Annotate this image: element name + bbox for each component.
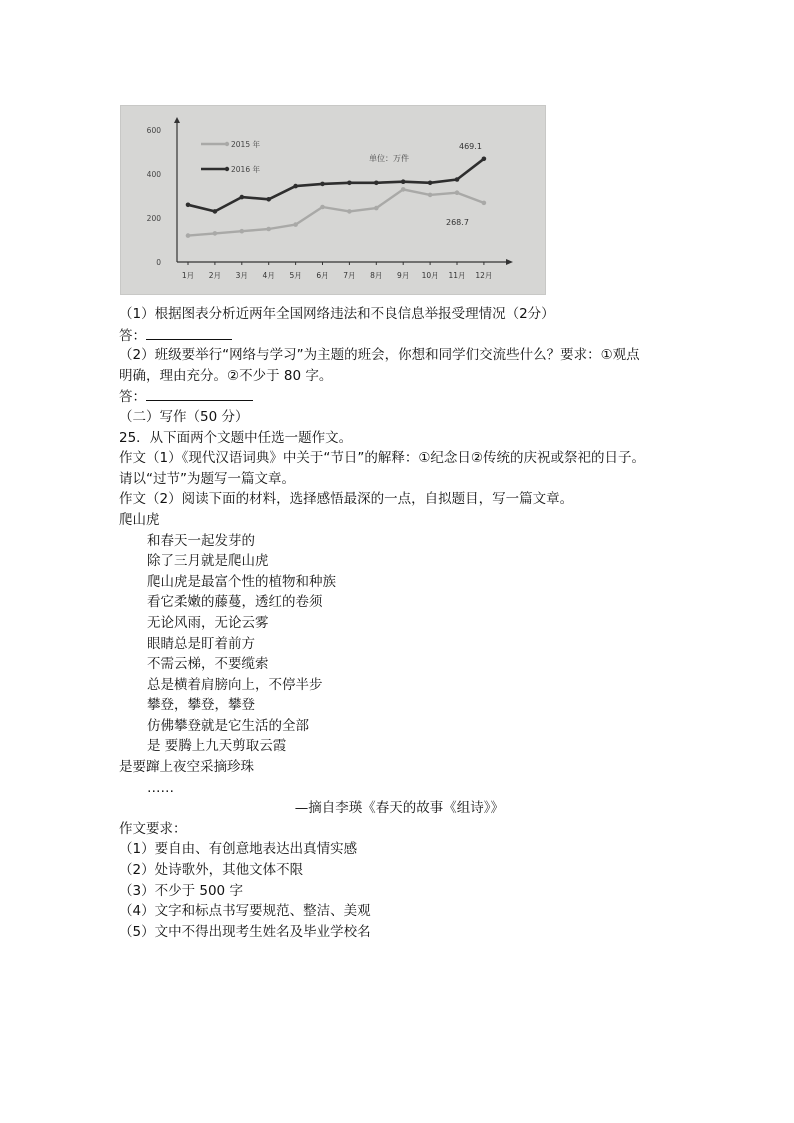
requirement-item: （3）不少于 500 字 [119, 882, 243, 899]
data-point [401, 187, 406, 192]
poem-line: 爬山虎是最富个性的植物和种族 [147, 573, 336, 590]
poem-line: 看它柔嫩的藤蔓，透红的卷须 [147, 594, 323, 611]
x-tick-label: 3月 [235, 271, 248, 280]
poem-credit: —摘自李瑛《春天的故事《组诗》》 [294, 800, 504, 817]
data-point [213, 231, 218, 236]
data-point [240, 195, 245, 200]
answer-1-line [119, 325, 719, 346]
requirement-item: （5）文中不得出现考生姓名及毕业学校名 [119, 923, 371, 940]
y-axis-arrow [174, 117, 180, 123]
data-point [186, 233, 191, 238]
x-tick-label: 5月 [289, 271, 302, 280]
poem-line: 仿佛攀登就是它生活的全部 [147, 717, 309, 734]
data-point [320, 205, 325, 210]
poem-ellipsis: …… [147, 779, 174, 796]
x-tick-label: 12月 [475, 271, 493, 280]
data-point [455, 177, 460, 182]
data-point [266, 197, 271, 202]
answer-1-label: 答： [119, 327, 146, 344]
prompt-1-line-1: 作文（1）《现代汉语词典》中关于“节日”的解释：①纪念日②传统的庆祝或祭祀的日子。 [119, 450, 646, 467]
question-25: 25．从下面两个文题中任选一题作文。 [119, 429, 353, 446]
x-tick-label: 8月 [370, 271, 383, 280]
y-tick-label: 400 [146, 170, 161, 179]
data-point [347, 181, 352, 186]
legend-marker [225, 167, 229, 171]
annotation-2015-dec: 268.7 [446, 218, 469, 227]
poem-line: 不需云梯，不要缆索 [147, 656, 269, 673]
data-point [401, 179, 406, 184]
section-heading: （二）写作（50 分） [119, 408, 249, 425]
y-tick-label: 200 [146, 214, 161, 223]
data-point [428, 193, 433, 198]
legend-marker [225, 142, 229, 146]
poem-line: 总是横着肩膀向上，不停半步 [147, 676, 323, 693]
y-tick-label: 0 [156, 258, 161, 267]
data-point [293, 222, 298, 227]
poem-line: 无论风雨，无论云雾 [147, 614, 269, 631]
question-1: （1）根据图表分析近两年全国网络违法和不良信息举报受理情况（2分） [119, 306, 555, 322]
data-point [455, 190, 460, 195]
poem-title: 爬山虎 [119, 511, 160, 528]
x-tick-label: 6月 [316, 271, 329, 280]
prompt-1-line-2: 请以“过节”为题写一篇文章。 [119, 470, 295, 487]
x-tick-label: 11月 [448, 271, 466, 280]
x-tick-label: 1月 [181, 271, 195, 280]
data-point [240, 229, 245, 234]
poem-line: 眼睛总是盯着前方 [147, 635, 255, 652]
line-chart [121, 106, 547, 296]
data-point [266, 227, 271, 232]
x-tick-label: 4月 [262, 271, 275, 280]
poem-line-unindented: 是要蹿上夜空采摘珍珠 [119, 759, 254, 776]
line-chart-photo [120, 105, 546, 295]
answer-2-label: 答： [119, 389, 146, 406]
answer-1-blank [146, 325, 232, 340]
requirement-item: （4）文字和标点书写要规范、整洁、美观 [119, 903, 371, 920]
y-tick-label: 600 [146, 126, 161, 135]
poem-line: 和春天一起发芽的 [147, 532, 255, 549]
x-tick-label: 7月 [343, 271, 356, 280]
x-axis-arrow [506, 259, 513, 265]
data-point [374, 181, 379, 186]
question-2-line-1: （2）班级要举行“网络与学习”为主题的班会，你想和同学们交流些什么？要求：①观点 [119, 347, 640, 364]
legend-label: 2015 年 [231, 140, 260, 149]
question-text [119, 304, 719, 942]
poem-line: 除了三月就是爬山虎 [147, 553, 269, 570]
data-point [482, 201, 487, 206]
annotation-2016-dec: 469.1 [459, 142, 482, 151]
poem-line: 攀登，攀登，攀登 [147, 697, 255, 714]
requirement-item: （1）要自由、有创意地表达出真情实感 [119, 841, 358, 858]
poem-line: 是 要腾上九天剪取云霞 [147, 738, 287, 755]
answer-2-line [119, 386, 719, 407]
legend-label: 2016 年 [231, 165, 260, 174]
unit-note: 单位：万件 [369, 154, 409, 163]
x-tick-label: 2月 [208, 271, 222, 280]
data-point [347, 209, 352, 214]
requirement-item: （2）处诗歌外，其他文体不限 [119, 862, 304, 879]
series-line-0 [188, 189, 484, 235]
data-point [293, 184, 298, 189]
data-point [320, 182, 325, 187]
question-2-line-2: 明确，理由充分。②不少于 80 字。 [119, 367, 333, 384]
data-point [186, 203, 191, 208]
data-point [374, 206, 379, 211]
data-point [213, 209, 218, 214]
prompt-2: 作文（2）阅读下面的材料，选择感悟最深的一点，自拟题目，写一篇文章。 [119, 491, 574, 508]
data-point [482, 156, 487, 161]
data-point [428, 181, 433, 186]
x-tick-label: 9月 [397, 271, 410, 280]
requirements-title: 作文要求： [119, 820, 187, 837]
answer-2-blank [146, 386, 253, 401]
x-tick-label: 10月 [421, 271, 439, 280]
